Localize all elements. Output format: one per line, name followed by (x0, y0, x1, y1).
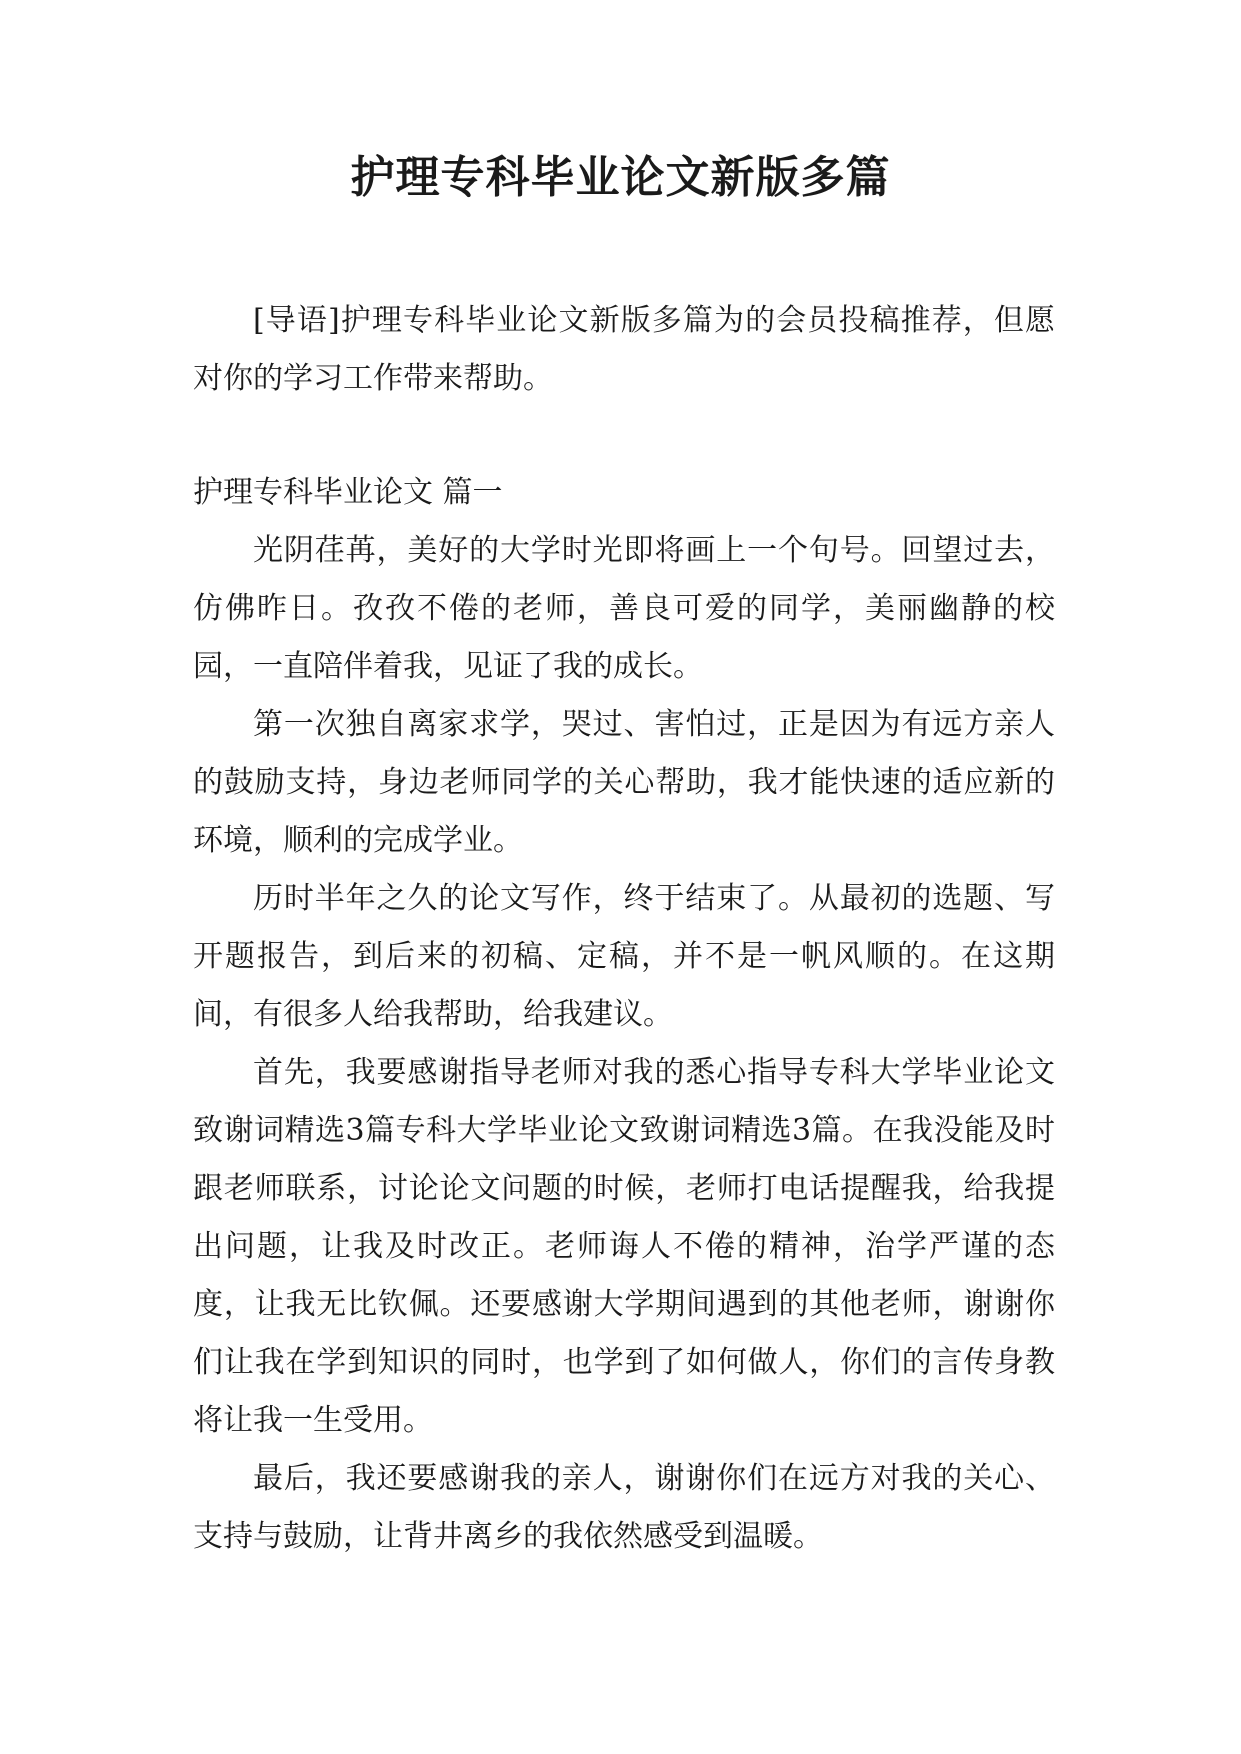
section-1 (193, 464, 1055, 1566)
intro-paragraph: [导语]护理专科毕业论文新版多篇为的会员投稿推荐，但愿对你的学习工作带来帮助。 (193, 303, 1055, 396)
body-paragraph-5: 最后，我还要感谢我的亲人，谢谢你们在远方对我的关心、支持与鼓励，让背井离乡的我依然感受到温暖。 (193, 1461, 1055, 1554)
body-paragraph-4: 首先，我要感谢指导老师对我的悉心指导专科大学毕业论文致谢词精选3篇专科大学毕业论文致谢词精选3篇。在我没能及时跟老师联系，讨论论文问题的时候，老师打电话提醒我，给我提出问题，让我及时改正。老师诲人不倦的精神，治学严谨的态度，让我无比钦佩。还要感谢大学期间遇到的其他老师，谢谢你们让我在学到知识的同时，也学到了如何做人，你们的言传身教将让我一生受用。 (193, 1055, 1055, 1438)
section-heading: 护理专科毕业论文 篇一 (193, 475, 503, 510)
body-paragraph-3: 历时半年之久的论文写作，终于结束了。从最初的选题、写开题报告，到后来的初稿、定稿，并不是一帆风顺的。在这期间，有很多人给我帮助，给我建议。 (193, 881, 1055, 1032)
body-paragraph-2: 第一次独自离家求学，哭过、害怕过，正是因为有远方亲人的鼓励支持，身边老师同学的关心帮助，我才能快速的适应新的环境，顺利的完成学业。 (193, 707, 1055, 858)
body-paragraph-1: 光阴荏苒，美好的大学时光即将画上一个句号。回望过去，仿佛昨日。孜孜不倦的老师，善良可爱的同学，美丽幽静的校园，一直陪伴着我，见证了我的成长。 (193, 533, 1055, 684)
document-title: 护理专科毕业论文新版多篇 (350, 152, 891, 203)
